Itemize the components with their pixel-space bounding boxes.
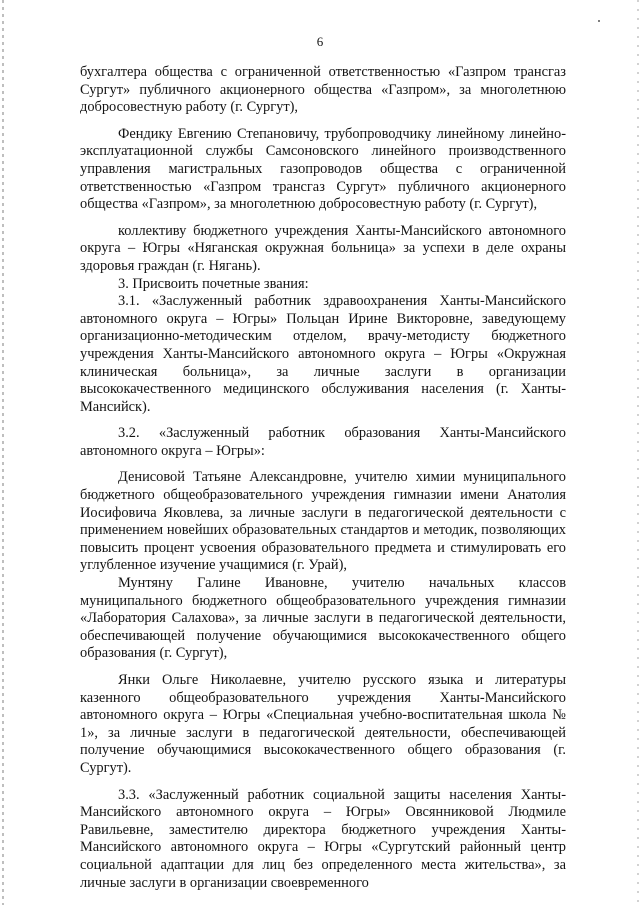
- item-3-2: 3.2. «Заслуженный работник образования Ханты-Мансийского автономного округа – Югры»:: [80, 425, 566, 459]
- scan-edge-right: [637, 0, 639, 905]
- document-body: [80, 64, 566, 892]
- paragraph-yanki: Янки Ольге Николаевне, учителю русского языка и литературы казенного общеобразовательного учреждения Ханты-Мансийского автономного округа – Югры «Специальная учебно-воспитательная школа № 1», за личные заслуги в педагогической деятельности, обеспечивающей получение обучающимися высококачественного общего образования (г. Сургут).: [80, 672, 566, 776]
- paragraph-muntyanu: Мунтяну Галине Ивановне, учителю начальных классов муниципального бюджетного общеобразовательного учреждения гимназии «Лаборатория Салахова», за личные заслуги в педагогической деятельности, обеспечивающей получение обучающимися высококачественного общего образования (г. Сургут),: [80, 575, 566, 662]
- paragraph-collective-nyagan: коллективу бюджетного учреждения Ханты-Мансийского автономного округа – Югры «Няганская окружная больница» за успехи в деле охраны здоровья граждан (г. Нягань).: [80, 222, 566, 274]
- scan-speck: [598, 20, 600, 22]
- scan-edge-left: [2, 0, 4, 905]
- section-3-heading: 3. Присвоить почетные звания:: [118, 275, 309, 292]
- item-3-1: 3.1. «Заслуженный работник здравоохранения Ханты-Мансийского автономного округа – Югры» Польцан Ирине Викторовне, заведующему организационно-методическим отделом, врачу-методисту бюджетного учреждения Ханты-Мансийского автономного округа – Югры «Окружная клиническая больница», за личные заслуги в организации высококачественного медицинского обслуживания населения (г. Ханты-Мансийск).: [80, 293, 566, 415]
- page-number: 6: [316, 34, 324, 49]
- paragraph-continuation: бухгалтера общества с ограниченной ответственностью «Газпром трансгаз Сургут» публичного акционерного общества «Газпром», за многолетнюю добросовестную работу (г. Сургут),: [80, 64, 566, 116]
- item-3-3: 3.3. «Заслуженный работник социальной защиты населения Ханты-Мансийского автономного округа – Югры» Овсянниковой Людмиле Равильевне, заместителю директора бюджетного учреждения Ханты-Мансийского автономного округа – Югры «Сургутский районный центр социальной адаптации для лиц без определенного места жительства», за личные заслуги в организации своевременного: [80, 786, 566, 891]
- paragraph-fendik: Фендику Евгению Степановичу, трубопроводчику линейному линейно-эксплуатационной службы Самсоновского линейного производственного управления магистральных газопроводов общества с ограниченной ответственностью «Газпром трансгаз Сургут» публичного акционерного общества «Газпром», за многолетнюю добросовестную работу (г. Сургут),: [80, 125, 566, 213]
- paragraph-denisova: Денисовой Татьяне Александровне, учителю химии муниципального бюджетного общеобразовательного учреждения гимназии имени Анатолия Иосифовича Яковлева, за личные заслуги в педагогической деятельности с применением новейших образовательных стандартов и методик, позволяющих повысить процент усвоения образовательного предмета и стимулировать его углубленное изучение учащимися (г. Урай),: [80, 469, 566, 574]
